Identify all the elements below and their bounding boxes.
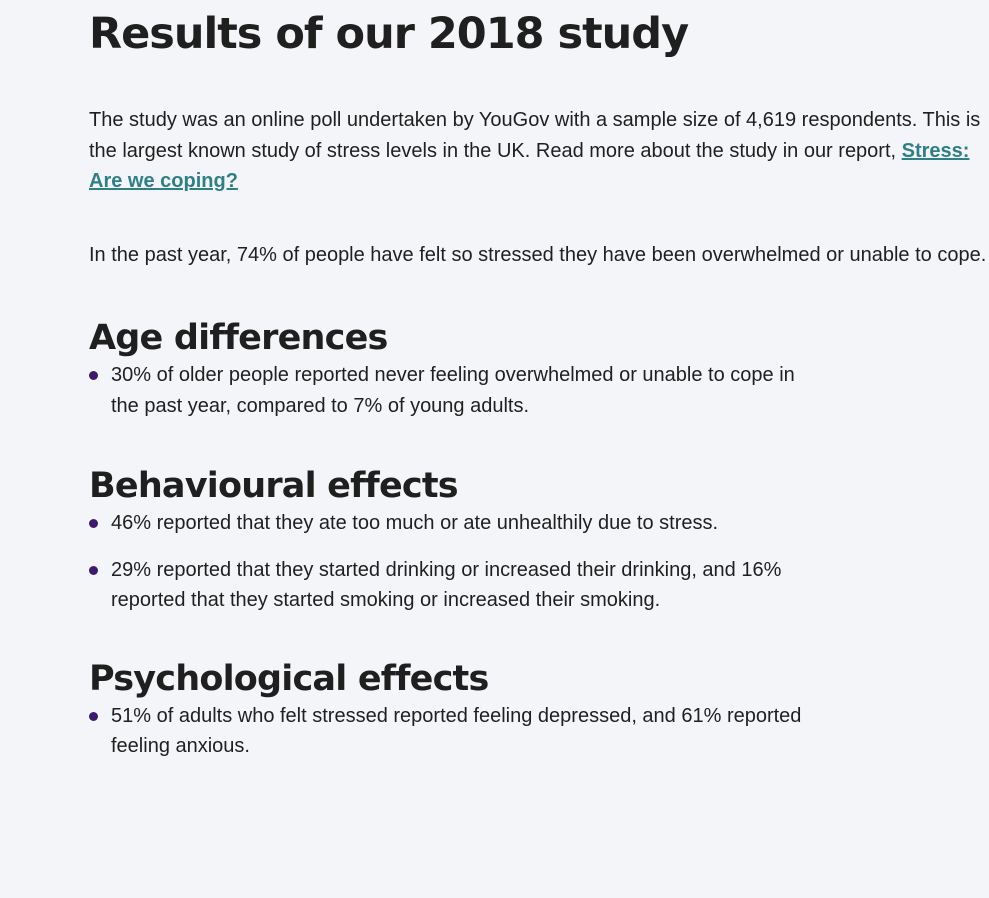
age-differences-list: [89, 360, 989, 421]
list-item-text: 29% reported that they started drinking or increased their drinking, and 16% reported that they started smoking or increased their smoking.: [111, 558, 782, 611]
list-item: [89, 508, 811, 539]
intro-paragraph: [89, 105, 989, 197]
article-content: [89, 0, 989, 762]
psychological-effects-list: [89, 701, 989, 762]
list-item-text: 30% of older people reported never feeling overwhelmed or unable to cope in the past year, compared to 7% of young adults.: [111, 364, 795, 417]
bullet-icon: [89, 566, 98, 575]
behavioural-effects-list: [89, 508, 989, 616]
headline-stat: In the past year, 74% of people have felt so stressed they have been overwhelmed or unable to cope.: [89, 243, 987, 266]
page-title: Results of our 2018 study: [89, 9, 689, 59]
report-link[interactable]: Stress: Are we coping?: [89, 139, 970, 192]
bullet-icon: [89, 371, 98, 380]
age-differences-heading: Age differences: [89, 318, 388, 358]
behavioural-effects-heading: Behavioural effects: [89, 466, 458, 506]
list-item: [89, 360, 811, 421]
list-item: [89, 701, 811, 762]
bullet-icon: [89, 712, 98, 721]
psychological-effects-heading: Psychological effects: [89, 658, 489, 699]
bullet-icon: [89, 519, 98, 528]
list-item: [89, 555, 811, 616]
intro-text: The study was an online poll undertaken by YouGov with a sample size of 4,619 respondents. This is the largest known study of stress levels in the UK. Read more about the study in our report,: [89, 109, 981, 162]
list-item-text: 51% of adults who felt stressed reported feeling depressed, and 61% reported feeling anxious.: [111, 704, 802, 757]
list-item-text: 46% reported that they ate too much or ate unhealthily due to stress.: [111, 512, 719, 534]
